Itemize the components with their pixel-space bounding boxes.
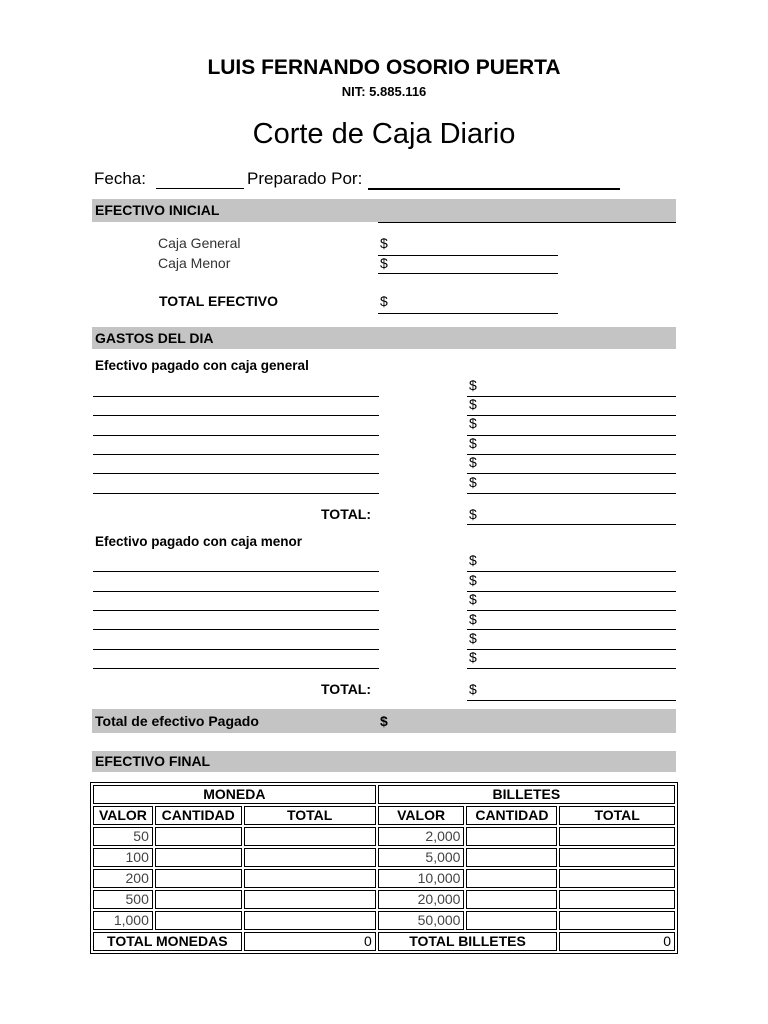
total-monedas-value: 0 <box>244 932 376 951</box>
preparado-label: Preparado Por: <box>247 169 363 188</box>
expense-description-line[interactable] <box>93 591 379 592</box>
table-row <box>93 869 675 888</box>
currency-symbol: $ <box>469 611 477 627</box>
expense-amount-field[interactable] <box>467 571 676 572</box>
gastos-section <box>92 327 676 349</box>
expense-description-line[interactable] <box>93 629 379 630</box>
gastos-menor-total-label: TOTAL: <box>321 681 372 697</box>
gastos-general-total-label: TOTAL: <box>321 506 372 522</box>
moneda-valor: 200 <box>93 869 153 888</box>
currency-symbol: $ <box>469 377 477 393</box>
totals-row <box>93 932 675 951</box>
expense-description-line[interactable] <box>93 668 379 669</box>
currency-symbol: $ <box>469 630 477 646</box>
moneda-total-cell[interactable] <box>244 869 376 888</box>
expense-amount-field[interactable] <box>467 473 676 474</box>
moneda-valor: 100 <box>93 848 153 867</box>
expense-description-line[interactable] <box>93 473 379 474</box>
gastos-heading: GASTOS DEL DIA <box>95 330 214 346</box>
column-header-cantidad: CANTIDAD <box>155 806 242 825</box>
company-name: LUIS FERNANDO OSORIO PUERTA <box>207 56 561 79</box>
expense-amount-field[interactable] <box>467 649 676 650</box>
currency-symbol: $ <box>469 435 477 451</box>
expense-amount-field[interactable] <box>467 435 676 436</box>
page-title: Corte de Caja Diario <box>252 118 516 150</box>
billete-cantidad-cell[interactable] <box>466 848 557 867</box>
billete-valor: 10,000 <box>378 869 465 888</box>
efectivo-inicial-section <box>92 199 676 222</box>
currency-symbol: $ <box>380 255 388 271</box>
moneda-total-cell[interactable] <box>244 890 376 909</box>
column-header-valor: VALOR <box>378 806 465 825</box>
currency-symbol: $ <box>469 474 477 490</box>
gastos-general-label: Efectivo pagado con caja general <box>95 358 309 373</box>
total-monedas-label: TOTAL MONEDAS <box>93 932 242 951</box>
fecha-label: Fecha: <box>94 169 146 188</box>
expense-description-line[interactable] <box>93 454 379 455</box>
billete-valor: 5,000 <box>378 848 465 867</box>
total-efectivo-label: TOTAL EFECTIVO <box>159 293 279 309</box>
moneda-cantidad-cell[interactable] <box>155 911 242 930</box>
expense-amount-field[interactable] <box>467 668 676 669</box>
moneda-valor: 500 <box>93 890 153 909</box>
moneda-total-cell[interactable] <box>244 848 376 867</box>
billete-cantidad-cell[interactable] <box>466 827 557 846</box>
expense-description-line[interactable] <box>93 396 379 397</box>
moneda-cantidad-cell[interactable] <box>155 869 242 888</box>
total-billetes-label: TOTAL BILLETES <box>378 932 558 951</box>
expense-description-line[interactable] <box>93 415 379 416</box>
expense-description-line[interactable] <box>93 435 379 436</box>
moneda-cantidad-cell[interactable] <box>155 827 242 846</box>
table-row <box>93 890 675 909</box>
currency-symbol: $ <box>380 293 388 309</box>
nit-number: NIT: 5.885.116 <box>341 84 427 99</box>
efectivo-final-heading: EFECTIVO FINAL <box>95 753 211 769</box>
moneda-valor: 50 <box>93 827 153 846</box>
efectivo-final-table <box>90 782 678 954</box>
currency-symbol: $ <box>469 591 477 607</box>
currency-symbol: $ <box>469 506 477 522</box>
caja-general-label: Caja General <box>158 235 241 251</box>
expense-amount-field[interactable] <box>467 610 676 611</box>
caja-menor-label: Caja Menor <box>158 255 231 271</box>
fecha-field[interactable] <box>156 188 244 189</box>
billete-cantidad-cell[interactable] <box>466 869 557 888</box>
currency-symbol: $ <box>469 415 477 431</box>
total-pagado-section <box>92 709 676 733</box>
expense-amount-field[interactable] <box>467 396 676 397</box>
table-row <box>93 827 675 846</box>
currency-symbol: $ <box>469 572 477 588</box>
gastos-menor-label: Efectivo pagado con caja menor <box>95 534 303 549</box>
billete-total-cell[interactable] <box>559 890 675 909</box>
moneda-total-cell[interactable] <box>244 911 376 930</box>
moneda-valor: 1,000 <box>93 911 153 930</box>
moneda-cantidad-cell[interactable] <box>155 848 242 867</box>
currency-symbol: $ <box>469 454 477 470</box>
moneda-header: MONEDA <box>93 785 376 804</box>
column-header-cantidad: CANTIDAD <box>466 806 557 825</box>
efectivo-inicial-underline <box>378 222 676 223</box>
expense-amount-field[interactable] <box>467 629 676 630</box>
billete-valor: 2,000 <box>378 827 465 846</box>
expense-amount-field[interactable] <box>467 415 676 416</box>
currency-symbol: $ <box>469 681 477 697</box>
total-efectivo-field[interactable] <box>378 313 558 314</box>
total-pagado-symbol: $ <box>380 713 388 729</box>
moneda-cantidad-cell[interactable] <box>155 890 242 909</box>
preparado-field[interactable] <box>368 188 620 190</box>
caja-general-field[interactable] <box>378 255 558 256</box>
total-billetes-value: 0 <box>559 932 675 951</box>
currency-symbol: $ <box>380 235 388 251</box>
billete-total-cell[interactable] <box>559 848 675 867</box>
billete-total-cell[interactable] <box>559 911 675 930</box>
expense-description-line[interactable] <box>93 493 379 494</box>
efectivo-final-section <box>92 751 676 772</box>
expense-description-line[interactable] <box>93 610 379 611</box>
expense-description-line[interactable] <box>93 571 379 572</box>
column-header-valor: VALOR <box>93 806 153 825</box>
expense-amount-field[interactable] <box>467 454 676 455</box>
gastos-general-total-field[interactable] <box>467 524 676 525</box>
table-row <box>93 911 675 930</box>
billete-cantidad-cell[interactable] <box>466 890 557 909</box>
expense-amount-field[interactable] <box>467 493 676 494</box>
billete-valor: 20,000 <box>378 890 465 909</box>
gastos-menor-total-field[interactable] <box>467 700 676 701</box>
expense-amount-field[interactable] <box>467 591 676 592</box>
column-header-total: TOTAL <box>244 806 376 825</box>
billete-total-cell[interactable] <box>559 827 675 846</box>
currency-symbol: $ <box>469 649 477 665</box>
currency-symbol: $ <box>469 552 477 568</box>
caja-menor-field[interactable] <box>378 273 558 274</box>
billetes-header: BILLETES <box>378 785 675 804</box>
moneda-total-cell[interactable] <box>244 827 376 846</box>
expense-description-line[interactable] <box>93 649 379 650</box>
billete-cantidad-cell[interactable] <box>466 911 557 930</box>
billete-total-cell[interactable] <box>559 869 675 888</box>
billete-valor: 50,000 <box>378 911 465 930</box>
total-pagado-label: Total de efectivo Pagado <box>95 713 259 729</box>
column-header-total: TOTAL <box>559 806 675 825</box>
efectivo-inicial-heading: EFECTIVO INICIAL <box>95 202 220 218</box>
table-row <box>93 848 675 867</box>
currency-symbol: $ <box>469 396 477 412</box>
